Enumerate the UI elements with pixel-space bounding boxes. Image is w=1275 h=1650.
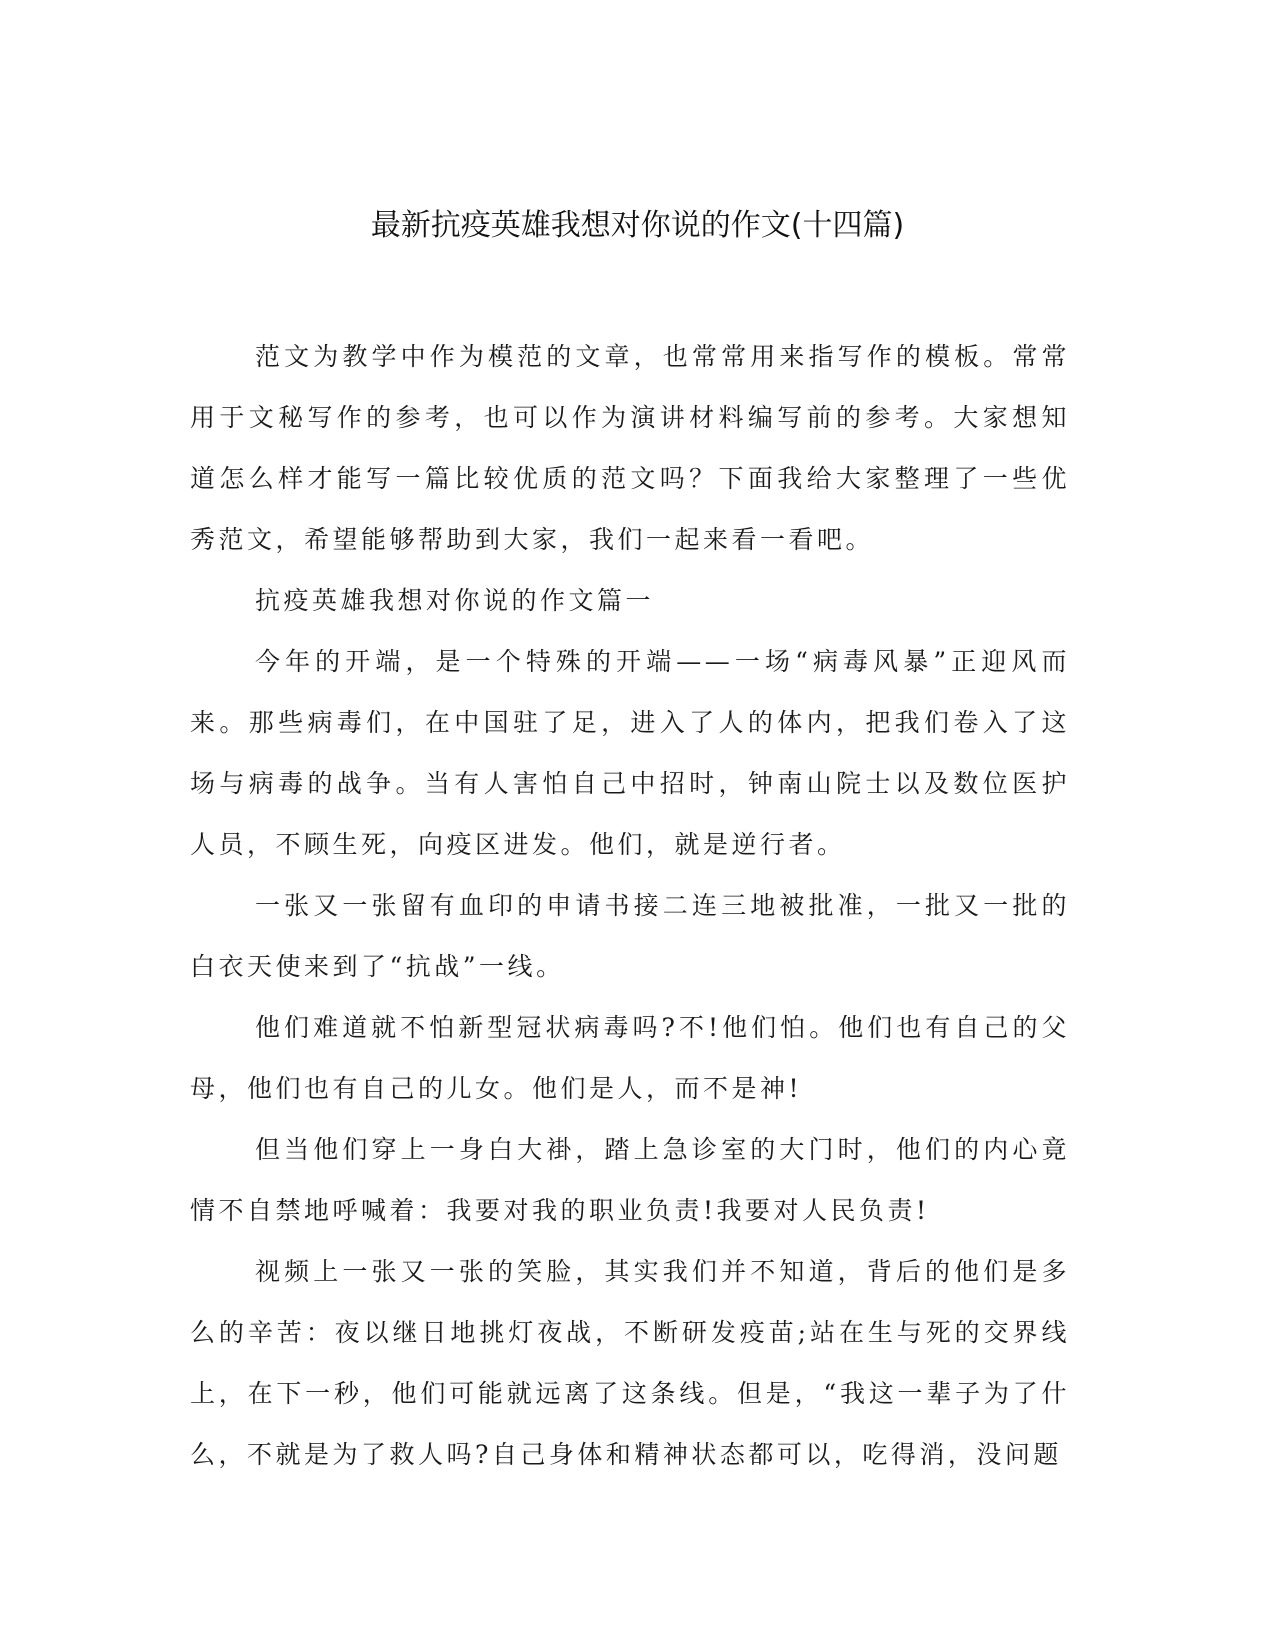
paragraph: 今年的开端，是一个特殊的开端——一场“病毒风暴”正迎风而来。那些病毒们，在中国驻了足，进入了人的体内，把我们卷入了这场与病毒的战争。当有人害怕自己中招时，钟南山院士以及数位医护人员，不顾生死，向疫区进发。他们，就是逆行者。: [190, 647, 1070, 859]
paragraph: 一张又一张留有血印的申请书接二连三地被批准，一批又一批的白衣天使来到了“抗战”一线。: [190, 891, 1070, 981]
paragraph: 但当他们穿上一身白大褂，踏上急诊室的大门时，他们的内心竟情不自禁地呼喊着：我要对我的职业负责!我要对人民负责!: [190, 1135, 1070, 1225]
document-body: [190, 326, 1070, 1485]
paragraph: 视频上一张又一张的笑脸，其实我们并不知道，背后的他们是多么的辛苦：夜以继日地挑灯夜战，不断研发疫苗;站在生与死的交界线上，在下一秒，他们可能就远离了这条线。但是，“我这一辈子为了什么，不就是为了救人吗?自己身体和精神状态都可以，吃得消，没问题: [190, 1257, 1070, 1469]
section-heading: 抗疫英雄我想对你说的作文篇一: [255, 586, 655, 615]
paragraph-intro: 范文为教学中作为模范的文章，也常常用来指写作的模板。常常用于文秘写作的参考，也可以作为演讲材料编写前的参考。大家想知道怎么样才能写一篇比较优质的范文吗？下面我给大家整理了一些优秀范文，希望能够帮助到大家，我们一起来看一看吧。: [190, 342, 1070, 554]
paragraph: 他们难道就不怕新型冠状病毒吗?不!他们怕。他们也有自己的父母，他们也有自己的儿女。他们是人，而不是神!: [190, 1013, 1070, 1103]
document-title: 最新抗疫英雄我想对你说的作文(十四篇): [370, 208, 905, 243]
